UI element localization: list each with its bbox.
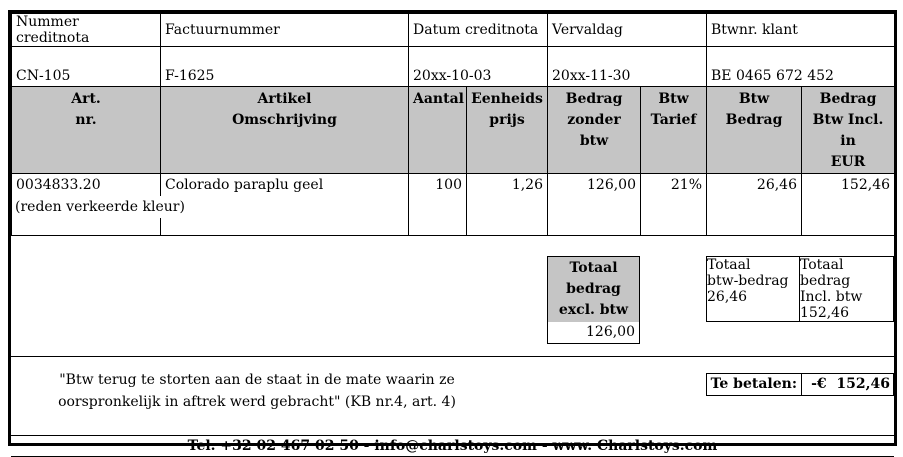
remark-zone <box>11 357 894 436</box>
value-datum-creditnota: 20xx-10-03 <box>409 47 548 87</box>
col-header-bedrag-btw-incl <box>802 87 895 174</box>
total-btw-value: 26,46 <box>707 289 748 305</box>
amount-due-value: -€ 152,46 <box>811 376 890 392</box>
cell-bedrag-zonder-btw: 126,00 <box>548 174 641 236</box>
label-nummer-creditnota: Nummer creditnota <box>12 14 161 47</box>
line-item-row <box>12 174 895 236</box>
total-excl-btw-label <box>548 257 639 322</box>
value-vervaldag: 20xx-11-30 <box>548 47 707 87</box>
credit-note-table <box>11 13 895 236</box>
info-value-row <box>12 47 895 87</box>
credit-note-sheet <box>8 10 897 454</box>
value-factuurnummer: F-1625 <box>161 47 409 87</box>
vat-refund-remark <box>39 369 475 413</box>
cell-aantal: 100 <box>409 174 467 236</box>
col-header-line: Art. <box>71 91 101 107</box>
col-header-line: prijs <box>489 112 525 128</box>
col-header-line: nr. <box>75 112 97 128</box>
total-btw-label <box>707 257 799 289</box>
total-btw-and-incl-boxes <box>706 256 894 322</box>
total-label-line: bedrag <box>800 273 851 289</box>
label-factuurnummer: Factuurnummer <box>161 14 409 47</box>
total-label-line: Totaal <box>569 260 618 276</box>
col-header-line: Tarief <box>650 112 697 128</box>
col-header-line: Aantal <box>413 91 464 107</box>
total-excl-btw-value: 126,00 <box>586 324 635 340</box>
amount-due-label: Te betalen: <box>707 374 802 395</box>
total-excl-btw-box <box>547 256 640 344</box>
col-header-line: Bedrag <box>819 91 877 107</box>
total-incl-btw-box <box>800 257 893 321</box>
value-nummer-creditnota: CN-105 <box>12 47 161 87</box>
total-label-line: Totaal <box>707 257 751 273</box>
value-btwnr-klant: BE 0465 672 452 <box>707 47 895 87</box>
cell-bedrag-btw-incl: 152,46 <box>802 174 895 236</box>
col-header-line: Artikel <box>257 91 312 107</box>
total-label-line: btw-bedrag <box>707 273 789 289</box>
total-incl-btw-value: 152,46 <box>800 305 849 321</box>
total-label-line: excl. btw <box>558 302 629 318</box>
col-header-line: Bedrag <box>725 112 783 128</box>
info-label-row <box>12 14 895 47</box>
label-btwnr-klant: Btwnr. klant <box>707 14 895 47</box>
cell-art-nr <box>12 174 185 236</box>
col-header-line: Btw <box>658 91 689 107</box>
total-label-line: Incl. btw <box>800 289 863 305</box>
total-label-line: bedrag <box>566 281 621 297</box>
remark-line: oorspronkelijk in aftrek werd gebracht" (KB nr.4, art. 4) <box>58 394 456 410</box>
col-header-line: EUR <box>830 154 866 170</box>
col-header-eenheidsprijs <box>467 87 548 174</box>
col-header-line: Omschrijving <box>232 112 337 128</box>
cell-omschrijving: Colorado paraplu geel <box>161 174 409 236</box>
total-label-line: Totaal <box>800 257 844 273</box>
remark-line: "Btw terug te storten aan de staat in de mate waarin ze <box>59 372 455 388</box>
col-header-line: Btw Incl. in <box>812 112 884 149</box>
total-btw-box <box>707 257 800 321</box>
col-header-line: Btw <box>738 91 770 107</box>
label-vervaldag: Vervaldag <box>548 14 707 47</box>
cell-btw-tarief: 21% <box>641 174 707 236</box>
col-header-aantal <box>409 87 467 174</box>
art-nr-value: 0034833.20 <box>16 177 101 193</box>
cell-btw-bedrag: 26,46 <box>707 174 802 236</box>
contact-footer: Tel. +32 02 467 02 50 - info@charlstoys.com - www. Charlstoys.com <box>11 436 894 457</box>
art-nr-reason-note: (reden verkeerde kleur) <box>14 196 188 218</box>
col-header-bedrag-zonder-btw <box>548 87 641 174</box>
cell-eenheidsprijs: 1,26 <box>467 174 548 236</box>
col-header-line: zonder btw <box>567 112 621 149</box>
col-header-line: Bedrag <box>565 91 623 107</box>
total-incl-btw-label <box>800 257 893 305</box>
column-header-row <box>12 87 895 174</box>
col-header-art-nr <box>12 87 161 174</box>
col-header-artikel <box>161 87 409 174</box>
label-datum-creditnota: Datum creditnota <box>409 14 548 47</box>
col-header-line: Eenheids <box>471 91 543 107</box>
amount-due-box <box>706 373 894 396</box>
col-header-btw-tarief <box>641 87 707 174</box>
col-header-btw-bedrag <box>707 87 802 174</box>
totals-zone <box>11 236 894 357</box>
